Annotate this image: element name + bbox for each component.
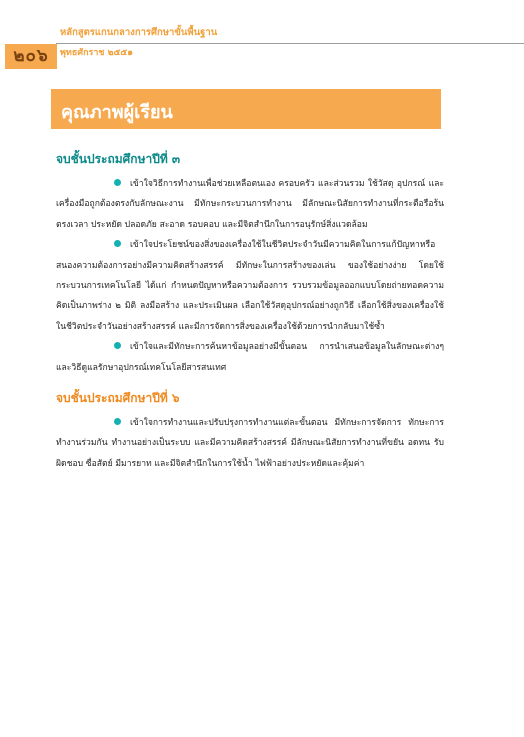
bullet-icon: [114, 342, 121, 349]
section-gap: [56, 378, 444, 389]
main-content: [56, 150, 444, 474]
running-header-subtitle: พุทธศักราช ๒๕๕๑: [60, 48, 133, 58]
section-heading-grade-3: จบชั้นประถมศึกษาปีที่ ๓: [56, 152, 181, 166]
bullet-item-text: เข้าใจการทำงานและปรับปรุงการทำงานแต่ละขั้นตอน มีทักษะการจัดการ ทักษะการทำงานร่วมกัน ทำงานอย่างเป็นระบบ และมีความคิดสร้างสรรค์ มีลักษณะนิสัยการทำงานที่ขยัน อดทน รับผิดชอบ ซื่อสัตย์ มีมารยาท และมีจิตสำนึกในการใช้น้ำ ไฟฟ้าอย่างประหยัดและคุ้มค่า: [56, 418, 444, 469]
bullet-item: [56, 413, 444, 474]
banner-title: คุณภาพผู้เรียน: [61, 102, 173, 123]
bullet-icon: [114, 240, 121, 247]
header-rule: [56, 43, 524, 44]
running-header-title: หลักสูตรแกนกลางการศึกษาขั้นพื้นฐาน: [60, 27, 218, 38]
bullet-icon: [114, 179, 121, 186]
bullet-item-text: เข้าใจและมีทักษะการค้นหาข้อมูลอย่างมีขั้นตอน การนำเสนอข้อมูลในลักษณะต่างๆ และวิธีดูแลรักษาอุปกรณ์เทคโนโลยีสารสนเทศ: [56, 342, 444, 373]
bullet-item: [56, 337, 444, 378]
section-banner: [51, 89, 441, 129]
bullet-item-text: เข้าใจประโยชน์ของสิ่งของเครื่องใช้ในชีวิตประจำวันมีความคิดในการแก้ปัญหาหรือสนองความต้องการอย่างมีความคิดสร้างสรรค์ มีทักษะในการสร้างของเล่น ของใช้อย่างง่าย โดยใช้กระบวนการเทคโนโลยี ได้แก่ กำหนดปัญหาหรือความต้องการ รวบรวมข้อมูลออกแบบโดยถ่ายทอดความคิดเป็นภาพร่าง ๒ มิติ ลงมือสร้าง และประเมินผล เลือกใช้วัสดุอุปกรณ์อย่างถูกวิธี เลือกใช้สิ่งของเครื่องใช้ ในชีวิตประจำวันอย่างสร้างสรรค์ และมีการจัดการสิ่งของเครื่องใช้ด้วยการนำกลับมาใช้ซ้ำ: [56, 240, 444, 332]
bullet-item: [56, 235, 444, 337]
page-number: ๒๐๖: [5, 44, 57, 69]
bullet-icon: [114, 418, 121, 425]
bullet-item: [56, 174, 444, 235]
bullet-item-text: เข้าใจวิธีการทำงานเพื่อช่วยเหลือตนเอง ครอบครัว และส่วนรวม ใช้วัสดุ อุปกรณ์ และเครื่องมือถูกต้องตรงกับลักษณะงาน มีทักษะกระบวนการทำงาน มีลักษณะนิสัยการทำงานที่กระตือรือร้น ตรงเวลา ประหยัด ปลอดภัย สะอาด รอบคอบ และมีจิตสำนึกในการอนุรักษ์สิ่งแวดล้อม: [56, 179, 444, 230]
section-heading-grade-6: จบชั้นประถมศึกษาปีที่ ๖: [56, 391, 180, 406]
